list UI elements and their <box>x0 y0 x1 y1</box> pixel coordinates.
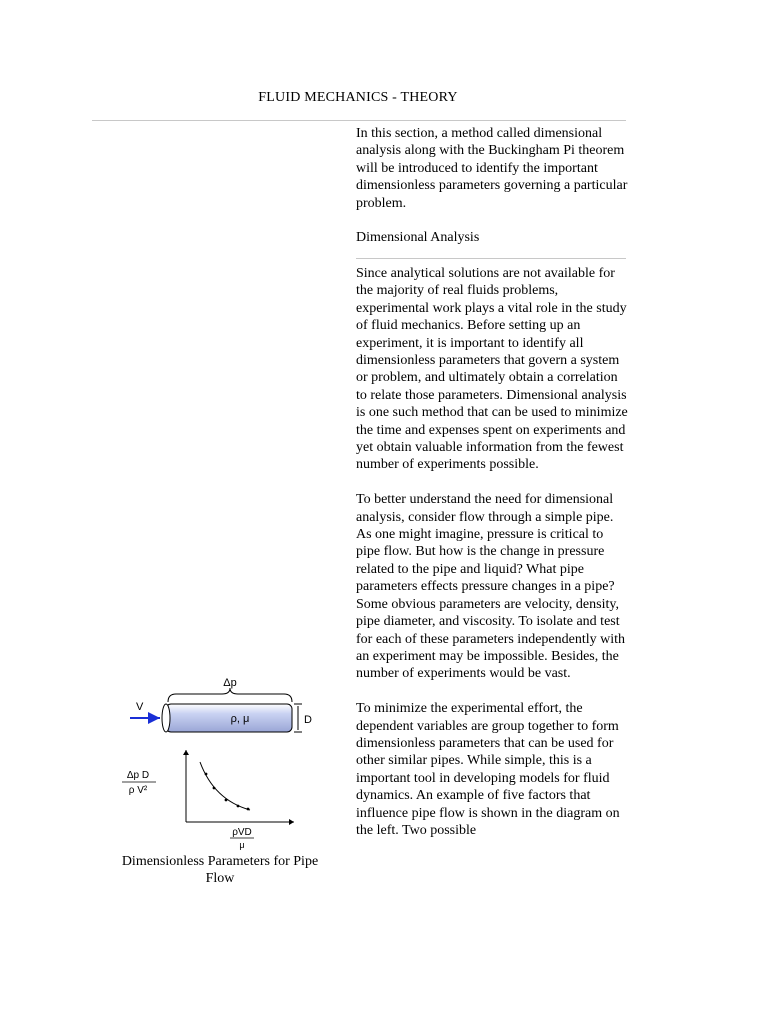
pipe-flow-figure <box>118 672 318 852</box>
y-label-denominator: ρ V² <box>128 785 148 796</box>
velocity-label: V <box>136 701 144 713</box>
pressure-drop-brace <box>168 688 292 702</box>
data-point <box>213 787 216 790</box>
paragraph-3: To minimize the experimental effort, the dependent variables are group together to form dimensionless parameters that can be used for other similar pipes. While simple, this is a important tool in developing models for fluid dynamics. An example of five factors that influence pipe flow is shown in the diagram on the left. Two possible <box>356 701 620 838</box>
data-point <box>247 808 250 811</box>
fluid-properties-label: ρ, μ <box>230 713 250 725</box>
correlation-curve <box>200 762 250 810</box>
section-heading: Dimensional Analysis <box>356 230 480 245</box>
pipe-inlet <box>162 704 170 732</box>
x-label-denominator: μ <box>239 840 245 850</box>
data-point <box>205 773 208 776</box>
intro-paragraph <box>356 125 628 212</box>
data-point <box>237 805 240 808</box>
y-label-numerator: Δp D <box>126 770 150 781</box>
paragraph-2: To better understand the need for dimensional analysis, consider flow through a simple pipe. As one might imagine, pressure is critical to pipe flow. But how is the change in pressure related to the pipe and liquid? What pipe parameters effects pressure changes in a pipe? Some obvious parameters are velocity, density, pipe diameter, and viscosity. To isolate and test for each of these parameters independently with an experiment may be impossible. Besides, the number of experiments would be vast. <box>356 492 626 682</box>
paragraph-1: Since analytical solutions are not available for the majority of real fluids problems, experimental work plays a vital role in the study of fluid mechanics. Before setting up an experiment, it is important to identify all dimensionless parameters that govern a system or problem, and ultimately obtain a correlation to relate those parameters. Dimensional analysis is one such method that can be used to minimize the time and expenses spent on experiments and yet obtain valuable information from the fewest number of experiments possible. <box>356 266 628 473</box>
delta-p-label: Δp <box>223 677 237 689</box>
intro-text: In this section, a method called dimensional analysis along with the Buckingham Pi theorem will be introduced to identify the important dimensionless parameters governing a particular problem. <box>356 126 628 211</box>
data-point <box>225 799 228 802</box>
x-label-numerator: ρVD <box>232 827 252 838</box>
section-divider <box>356 258 626 259</box>
figure-caption: Dimensionless Parameters for Pipe Flow <box>121 854 319 887</box>
title-divider <box>92 120 626 121</box>
page-title: FLUID MECHANICS - THEORY <box>258 90 458 105</box>
diameter-label: D <box>304 714 312 726</box>
pipe-body <box>166 704 292 732</box>
body-text <box>356 265 628 857</box>
pipe-flow-diagram <box>118 672 318 852</box>
